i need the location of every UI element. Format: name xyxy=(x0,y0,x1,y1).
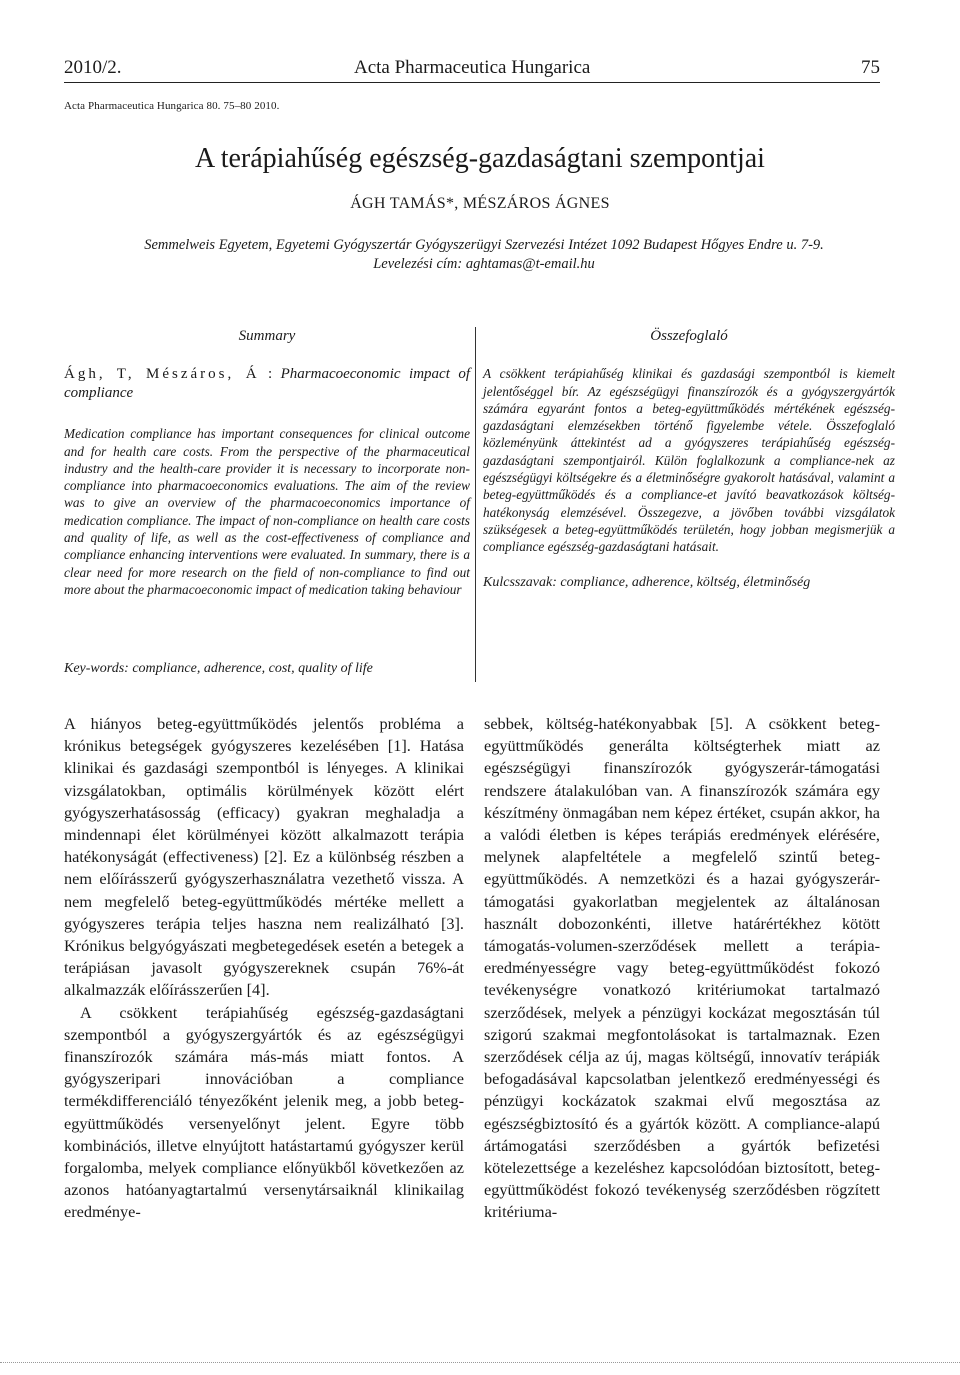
body-paragraph: A csökkent terápiahűség egészség-gazdaságtani szempontból a gyógyszergyártók és az egészségügyi finanszírozók számára más-más miatt fontos. A gyógyszeripari innovációban a compliance termékdifferenciáló tényezőként jelenik meg, a jobb beteg-együttműködés versenyelőnyt jelent. Egyre több kombinációs, illetve elnyújtott hatástartamú gyógyszer kerül forgalomba, melyek compliance előnyükből következően az azonos hatóanyagtartalmú versenytársaiknál klinikailag eredménye- xyxy=(64,1002,464,1222)
summary-hungarian xyxy=(483,328,895,591)
journal-name: Acta Pharmaceutica Hungarica xyxy=(354,57,591,78)
english-keywords-list: compliance, adherence, cost, quality of life xyxy=(132,661,373,676)
summary-english xyxy=(64,328,470,598)
running-header xyxy=(64,56,880,83)
body-column-left xyxy=(64,713,464,1224)
osszefoglalo-text: A csökkent terápiahűség klinikai és gazdasági szempontból is kiemelt jelentőséggel bír. Az egészségügyi finanszírozók és a gyógyszergyártók számára egyaránt fontos a beteg-együttműködés mértékének egészség-gazdaságtani elemzésekben történő figyelembe vétele. Összefoglaló közleményünk áttekintést ad a gyógyszeres terápiahűség egészség-gazdaságtani szempontjairól. Külön foglalkozunk a compliance-nek az egészségügyi költségekre és a életminőségre gyakorolt hatásával, valamint a beteg-együttműködés és a compliance-et javító beavatkozások költség-hatékonyság elemzésével. Összegezve, a jövőben további vizsgálatok szükségesek a beteg-együttműködés területén, hogy jobban megismerjük a compliance egészség-gazdaságtani hatásait. xyxy=(483,366,895,555)
osszefoglalo-heading: Összefoglaló xyxy=(650,328,728,344)
english-keywords-label: Key-words: xyxy=(64,661,129,676)
body-column-right xyxy=(484,713,880,1224)
article-authors: ÁGH TAMÁS*, MÉSZÁROS ÁGNES xyxy=(350,195,610,212)
correspondence-email: Levelezési cím: aghtamas@t-email.hu xyxy=(373,256,595,272)
hungarian-keywords xyxy=(483,574,895,591)
hungarian-keywords-list: compliance, adherence, költség, életminőség xyxy=(560,574,811,590)
body-paragraph: A hiányos beteg-együttműködés jelentős probléma a krónikus betegségek gyógyszeres kezelésében [1]. Hatása klinikai és gazdasági szempontból is lényeges. A klinikai vizsgálatokban, optimális körülmények között elért gyógyszerhatásosság (efficacy) gyakran meghaladja a mindennapi élet körülményei között alkalmazott terápia hatékonyságát (effectiveness) [2]. Ez a különbség részben a nem előírásszerű gyógyszerhasználatra vezethető vissza. A nem megfelelő beteg-együttműködés mértéke mellett a gyógyszeres terápia teljes haszna nem realizálható [3]. Krónikus belgyógyászati megbetegedések esetén a betegek a terápiásan javasolt gyógyszereknek csupán 76%-át alkalmazzák előírásszerűen [4]. xyxy=(64,714,464,1000)
article-title: A terápiahűség egészség-gazdaságtani szempontjai xyxy=(195,143,765,174)
summary-article-title: Pharmacoeconomic impact of compliance xyxy=(64,366,470,402)
hungarian-keywords-label: Kulcsszavak: xyxy=(483,574,557,590)
column-divider xyxy=(475,327,476,682)
journal-citation: Acta Pharmaceutica Hungarica 80. 75–80 2010. xyxy=(64,100,280,112)
summary-text: Medication compliance has important consequences for clinical outcome and for health care costs. From the perspective of the pharmaceutical industry and the health-care provider it is necessary to incorporate non-compliance into pharmacoeconomics evaluations. The aim of the review was to give an overview of the pharmacoeconomics importance of medication compliance. The impact of non-compliance on health care costs and quality of life, as well as the cost-effectiveness of compliance and compliance enhancing interventions were evaluated. In summary, there is a clear need for more research on the field of non-compliance to find out more about the pharmacoeconomic impact of medication taking behaviour xyxy=(64,426,470,597)
page-bottom-edge xyxy=(0,1362,960,1369)
summary-heading: Summary xyxy=(238,328,296,344)
author-affiliation xyxy=(60,236,908,274)
issue-number: 2010/2. xyxy=(64,57,122,78)
summary-authors: Ágh, T, Mészáros, Á xyxy=(64,366,260,383)
body-paragraph: sebbek, költség-hatékonyabbak [5]. A csökkent beteg-együttműködés generálta költségterhek miatt az egészségügyi finanszírozók gyógyszerár-támogatási rendszere átalakulóban van. A finanszírozók számára egy készítmény önmagában nem képez értéket, csupán akkor, ha a valódi életben is képes terápiás eredmények elérésére, melynek alapfeltétele a megfelelő szintű beteg-együttműködés. A nemzetközi és a hazai gyógyszerár-támogatási gyakorlatban megjelentek az általánosan használt dobozonkénti, illetve határértékhez kötött támogatás-volumen-szerződések mellett a terápia-eredményességre vagy beteg-együttműködést fokozó tevékenységre vonatkozó kritériumokat tartalmazó szerződések, melyek a pénzügyi kockázat megosztásán túl szigorú szakmai megfontolásokat is tartalmaznak. Ezen szerződések célja az új, magas költségű, innovatív terápiák befogadásával kapcsolatban jelentkező eredményességi és pénzügyi kockázatok szakmai elvű megosztása az egészségbiztosító és a gyártók között. A compliance-alapú ártámogatási szerződésben a gyártók befizetési kötelezettsége a kezeléshez kapcsolódóan biztosított, beteg-együttműködést fokozó tevékenység szerződésben rögzített kritériuma- xyxy=(484,714,880,1222)
affiliation-address: Semmelweis Egyetem, Egyetemi Gyógyszertár Gyógyszerügyi Szervezési Intézet 1092 Budapest Hőgyes Endre u. 7-9. xyxy=(144,237,824,253)
english-keywords xyxy=(64,660,484,678)
page-number: 75 xyxy=(861,57,880,78)
summary-author-line: Ágh, T, Mészáros, Á : Pharmacoeconomic impact of compliance xyxy=(64,366,470,402)
